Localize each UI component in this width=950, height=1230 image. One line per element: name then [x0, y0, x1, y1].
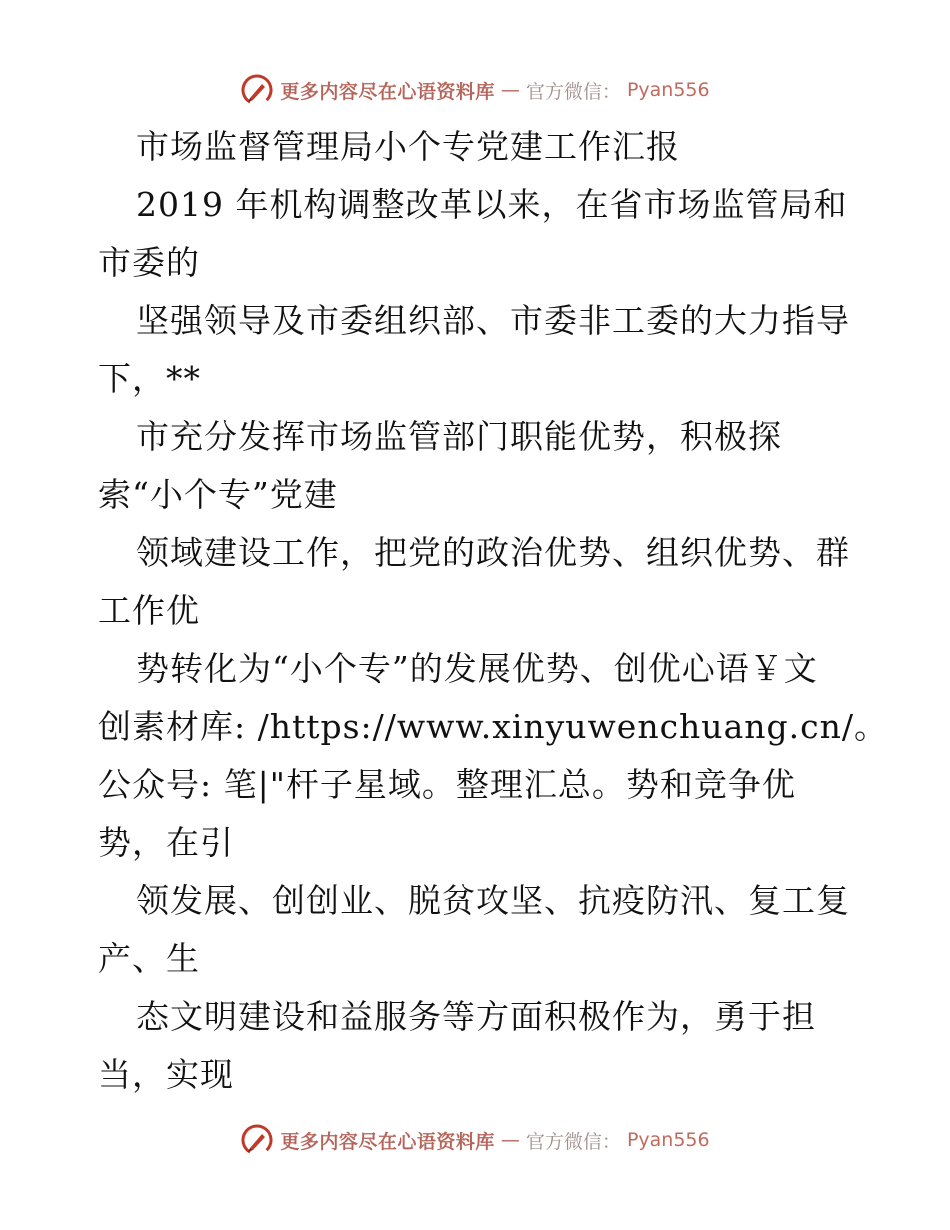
body-line: 索“小个专”党建: [98, 475, 338, 514]
body-line: 公众号: 笔|"杆子星域。整理汇总。势和竞争优: [98, 765, 796, 804]
body-line: 工作优: [98, 591, 200, 630]
body-line: 市委的: [98, 243, 200, 282]
footer-banner-dash: —: [500, 1129, 520, 1151]
header-banner-text: 更多内容尽在心语资料库: [280, 80, 495, 103]
body-line: 下，**: [98, 359, 201, 398]
body-line: 领发展、创创业、脱贫攻坚、抗疫防汛、复工复: [136, 881, 850, 920]
body-line: 2019 年机构调整改革以来，在省市场监管局和: [136, 185, 848, 224]
document-body: [98, 118, 888, 1104]
body-line: 势转化为“小个专”的发展优势、创优心语￥文: [136, 649, 818, 688]
body-line: 势，在引: [98, 823, 234, 862]
body-line: 态文明建设和益服务等方面积极作为，勇于担: [136, 997, 816, 1036]
body-line: 市充分发挥市场监管部门职能优势，积极探: [136, 417, 782, 456]
header-watermark-banner: [0, 70, 950, 110]
footer-banner-official: 官方微信：: [525, 1130, 621, 1153]
pen-logo-icon: [240, 73, 274, 107]
footer-watermark-banner: [0, 1120, 950, 1160]
footer-banner-wechat-id: Pyan556: [626, 1129, 710, 1151]
header-banner-wechat-id: Pyan556: [626, 79, 710, 101]
header-banner-dash: —: [500, 79, 520, 101]
header-banner-official: 官方微信：: [525, 80, 621, 103]
footer-banner-text: 更多内容尽在心语资料库: [280, 1130, 495, 1153]
body-line: 创素材库: /https://www.xinyuwenchuang.cn/。: [98, 707, 888, 746]
pen-logo-icon: [240, 1123, 274, 1157]
body-line: 坚强领导及市委组织部、市委非工委的大力指导: [136, 301, 850, 340]
body-line: 领域建设工作，把党的政治优势、组织优势、群: [136, 533, 850, 572]
document-title: 市场监督管理局小个专党建工作汇报: [136, 127, 680, 166]
body-line: 当，实现: [98, 1055, 234, 1094]
body-line: 产、生: [98, 939, 200, 978]
